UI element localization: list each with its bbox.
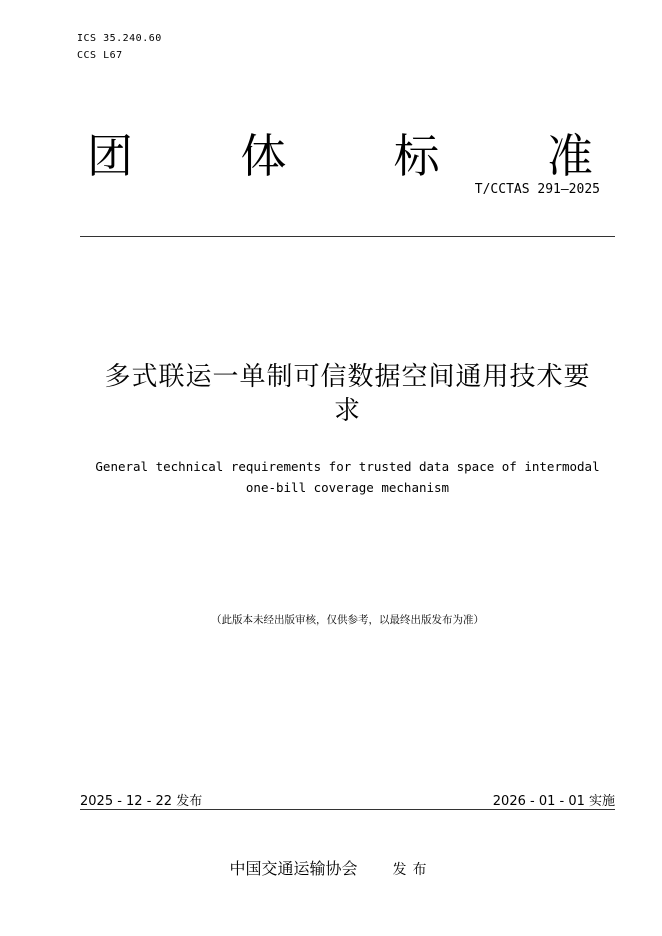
chinese-title-line-2: 求 — [333, 396, 361, 426]
english-title-line-1: General technical requirements for trusted data space of intermodal — [95, 459, 600, 474]
standard-type-char: 团 — [87, 129, 133, 183]
english-title-line-2: one-bill coverage mechanism — [245, 480, 450, 495]
standard-type-char: 准 — [546, 129, 593, 183]
english-title — [60, 456, 635, 498]
publisher-organization: 中国交通运输协会 — [229, 859, 358, 878]
chinese-title-line-1: 多式联运一单制可信数据空间通用技术要 — [104, 362, 591, 392]
standard-type-char: 标 — [393, 129, 440, 183]
publish-date: 2025 - 12 - 22 发布 — [80, 794, 203, 809]
publisher-action: 发布 — [392, 862, 433, 878]
ics-code: ICS 35.240.60 — [77, 33, 162, 44]
draft-note: （此版本未经出版审核，仅供参考，以最终出版发布为准） — [211, 614, 484, 626]
standard-type-heading — [80, 128, 600, 184]
standard-number: T/CCTAS 291—2025 — [474, 182, 600, 197]
bottom-divider — [80, 809, 615, 810]
chinese-title — [80, 360, 615, 428]
ccs-code: CCS L67 — [77, 50, 123, 61]
top-divider — [80, 236, 615, 237]
publisher-line — [0, 856, 662, 879]
implement-date: 2026 - 01 - 01 实施 — [492, 794, 615, 809]
standard-type-char: 体 — [240, 129, 287, 183]
